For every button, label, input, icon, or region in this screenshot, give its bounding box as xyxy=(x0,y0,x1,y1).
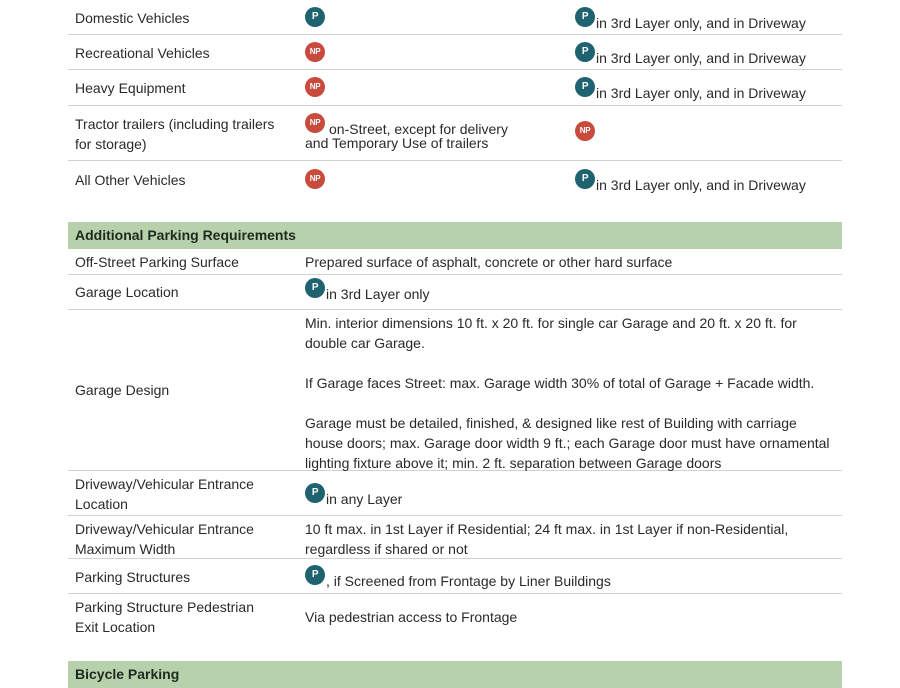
permitted-icon: P xyxy=(575,169,595,189)
row-value: in 3rd Layer only, and in Driveway xyxy=(596,15,806,31)
row-label: Domestic Vehicles xyxy=(75,10,190,26)
row-value: in 3rd Layer only, and in Driveway xyxy=(596,85,806,101)
permitted-icon: P xyxy=(305,565,325,585)
garage-design-paragraph-3: Garage must be detailed, finished, & designed like rest of Building with carriage house doors; max. Garage door width 9 ft.; each Garage door must have ornamental lighting fixture above it; min. 2 ft. separation between Garage doors xyxy=(305,415,830,471)
row-label: Recreational Vehicles xyxy=(75,45,210,61)
row-label: Off-Street Parking Surface xyxy=(75,254,239,270)
table-row-pedestrian-exit xyxy=(68,594,842,640)
row-value: 10 ft max. in 1st Layer if Residential; 24 ft max. in 1st Layer if non-Residential, regardless if shared or not xyxy=(305,521,789,557)
section-header-bicycle-parking: Bicycle Parking xyxy=(68,661,842,688)
row-value: Prepared surface of asphalt, concrete or other hard surface xyxy=(305,254,673,270)
row-label: Tractor trailers (including trailers for storage) xyxy=(75,116,275,152)
table-row-recreational xyxy=(68,35,842,70)
permitted-icon: P xyxy=(305,483,325,503)
table-row-tractor-trailers xyxy=(68,106,842,161)
row-label: Heavy Equipment xyxy=(75,80,186,96)
row-value: in 3rd Layer only, and in Driveway xyxy=(596,50,806,66)
garage-design-paragraph-2: If Garage faces Street: max. Garage width 30% of total of Garage + Facade width. xyxy=(305,375,815,391)
not-permitted-icon: NP xyxy=(305,113,325,133)
permitted-icon: P xyxy=(305,7,325,27)
garage-design-paragraph-1: Min. interior dimensions 10 ft. x 20 ft. for single car Garage and 20 ft. x 20 ft. for double car Garage. xyxy=(305,315,797,351)
not-permitted-icon: NP xyxy=(575,121,595,141)
not-permitted-icon: NP xyxy=(305,77,325,97)
table-row-heavy-equipment xyxy=(68,70,842,106)
table-row-driveway-width xyxy=(68,516,842,559)
row-value: , if Screened from Frontage by Liner Buildings xyxy=(326,573,611,589)
permitted-icon: P xyxy=(575,7,595,27)
row-label: Parking Structures xyxy=(75,569,191,585)
table-row-surface xyxy=(68,249,842,275)
table-row-parking-structures xyxy=(68,559,842,594)
not-permitted-icon: NP xyxy=(305,169,325,189)
row-label: Garage Location xyxy=(75,284,179,300)
row-label: Driveway/Vehicular Entrance Location xyxy=(75,476,254,512)
table-row-garage-design xyxy=(68,310,842,471)
section-header-additional-parking: Additional Parking Requirements xyxy=(68,222,842,249)
row-value: in 3rd Layer only, and in Driveway xyxy=(596,177,806,193)
table-row-other-vehicles xyxy=(68,161,842,198)
row-label: All Other Vehicles xyxy=(75,172,186,188)
permitted-icon: P xyxy=(575,77,595,97)
row-label: Parking Structure Pedestrian Exit Location xyxy=(75,599,254,635)
table-row-domestic xyxy=(68,0,842,35)
permitted-icon: P xyxy=(575,42,595,62)
parking-table xyxy=(68,0,842,688)
row-label: Garage Design xyxy=(75,382,170,398)
permitted-icon: P xyxy=(305,278,325,298)
not-permitted-icon: NP xyxy=(305,42,325,62)
row-value-line-2: and Temporary Use of trailers xyxy=(305,135,489,151)
table-row-driveway-location xyxy=(68,471,842,516)
row-value: in any Layer xyxy=(326,491,403,507)
row-label: Driveway/Vehicular Entrance Maximum Width xyxy=(75,521,254,557)
row-value: Via pedestrian access to Frontage xyxy=(305,609,518,625)
row-value: in 3rd Layer only xyxy=(326,286,430,302)
row-value-line-1: on-Street, except for delivery xyxy=(329,121,508,137)
table-row-garage-location xyxy=(68,275,842,310)
